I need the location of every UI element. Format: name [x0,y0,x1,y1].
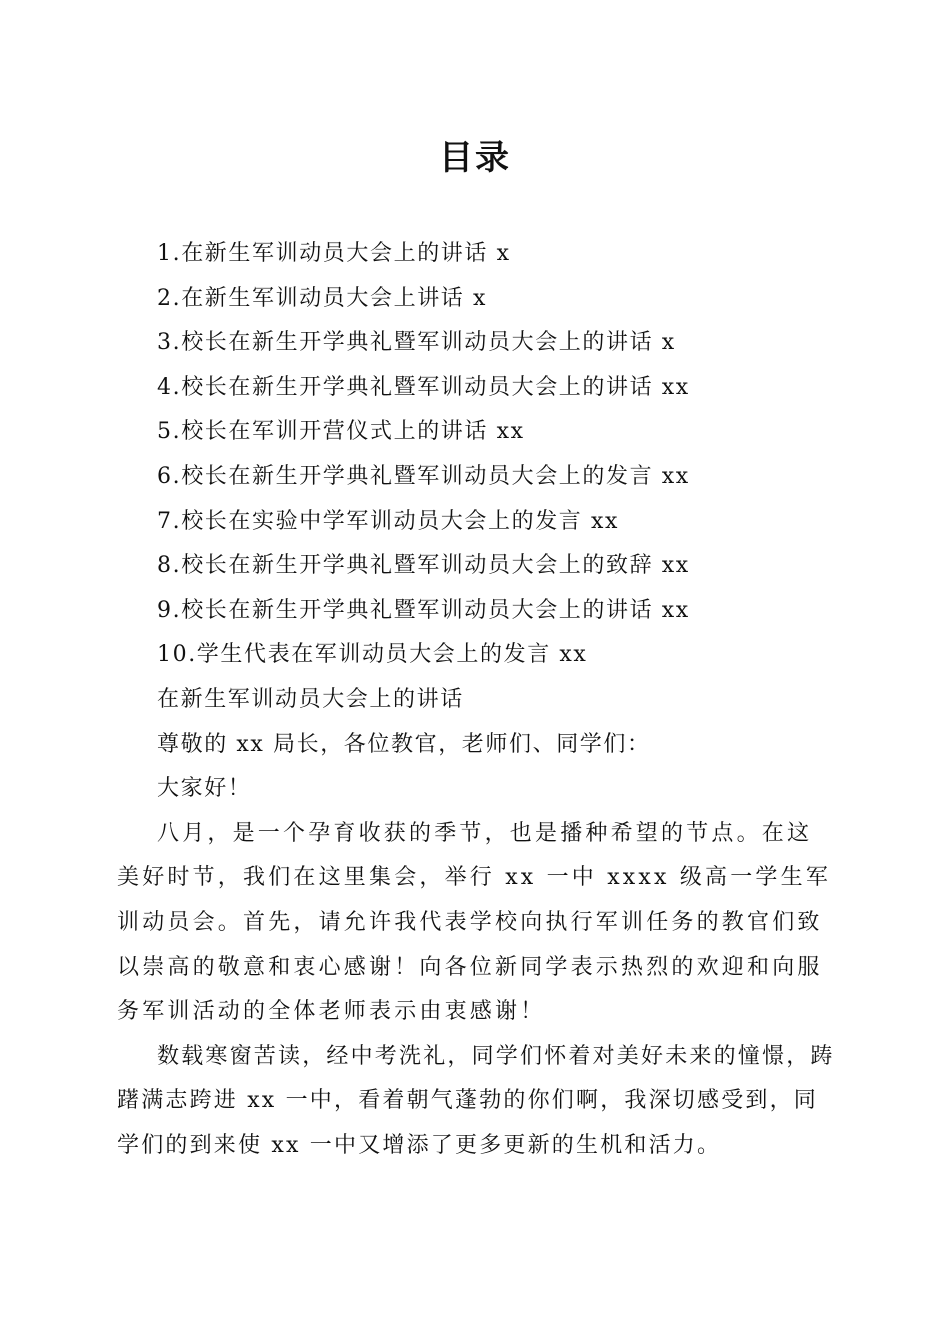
toc-item: 8.校长在新生开学典礼暨军训动员大会上的致辞 xx [157,553,690,579]
toc-item: 9.校长在新生开学典礼暨军训动员大会上的讲话 xx [157,597,690,623]
toc-item: 4.校长在新生开学典礼暨军训动员大会上的讲话 xx [157,374,690,400]
table-of-contents [157,232,857,678]
greeting: 大家好！ [157,776,252,802]
toc-item: 3.校长在新生开学典礼暨军训动员大会上的讲话 x [157,330,676,356]
speech-title: 在新生军训动员大会上的讲话 [157,687,464,712]
toc-item: 10.学生代表在军训动员大会上的发言 xx [157,642,588,668]
toc-item: 2.在新生军训动员大会上讲话 x [157,285,487,311]
toc-item: 1.在新生军训动员大会上的讲话 x [157,241,511,266]
toc-item: 7.校长在实验中学军训动员大会上的发言 xx [157,508,619,534]
page-title: 目录 [439,138,511,178]
body-paragraph: 数载寒窗苦读，经中考洗礼，同学们怀着对美好未来的憧憬，踌躇满志跨进 xx 一中，看着朝气蓬勃的你们啊，我深切感受到，同学们的到来使 xx 一中又增添了更多更新的生机和活力。 [117,1043,835,1158]
salutation: 尊敬的 xx 局长，各位教官，老师们、同学们： [157,731,651,757]
speech-body [117,678,837,1169]
body-paragraph: 八月，是一个孕育收获的季节，也是播种希望的节点。在这美好时节，我们在这里集会，举行 xx 一中 xxxx 级高一学生军训动员会。首先，请允许我代表学校向执行军训任务的教官们致以崇高的敬意和衷心感谢！向各位新同学表示热烈的欢迎和向服务军训活动的全体老师表示由衷感谢！ [117,820,832,1025]
toc-item: 5.校长在军训开营仪式上的讲话 xx [157,419,525,445]
toc-item: 6.校长在新生开学典礼暨军训动员大会上的发言 xx [157,463,690,489]
